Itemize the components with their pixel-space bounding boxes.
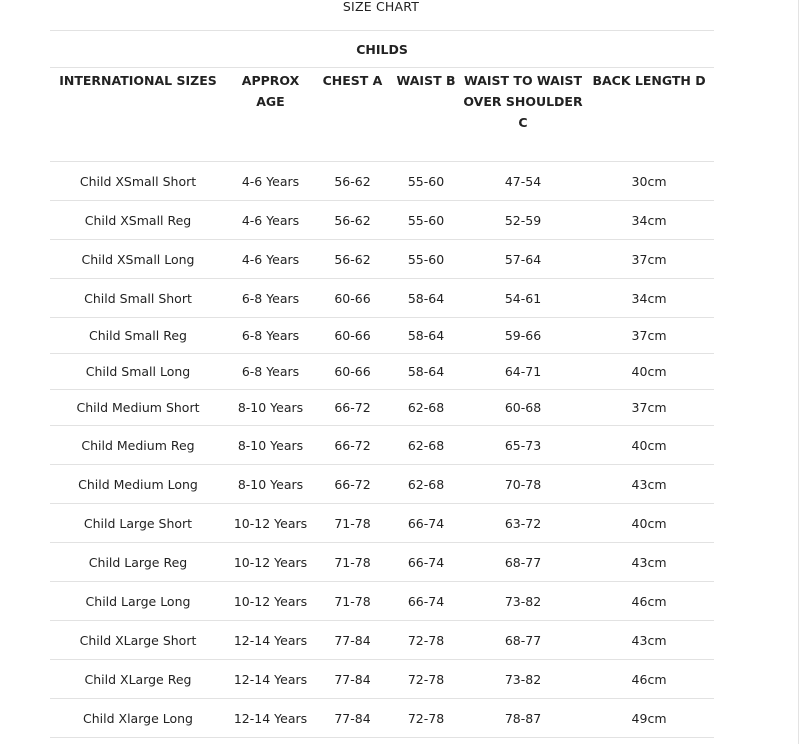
table-row	[50, 543, 714, 582]
cell-back-length: 37cm	[584, 240, 714, 279]
header-international-sizes: INTERNATIONAL SIZES	[50, 68, 226, 162]
table-row	[50, 660, 714, 699]
cell-size: Child XLarge Reg	[50, 660, 226, 699]
cell-size: Child Medium Short	[50, 390, 226, 426]
cell-waist-to-waist: 70-78	[462, 465, 584, 504]
cell-waist-to-waist: 73-82	[462, 582, 584, 621]
cell-back-length: 43cm	[584, 543, 714, 582]
cell-waist-to-waist: 68-77	[462, 543, 584, 582]
cell-waist: 58-64	[390, 354, 462, 390]
cell-age: 8-10 Years	[226, 426, 315, 465]
cell-waist-to-waist: 78-87	[462, 699, 584, 738]
cell-back-length: 46cm	[584, 582, 714, 621]
cell-age: 6-8 Years	[226, 279, 315, 318]
header-back-length: BACK LENGTH D	[584, 68, 714, 162]
header-approx-age: APPROX AGE	[226, 68, 315, 162]
header-waist: WAIST B	[390, 68, 462, 162]
cell-chest: 77-84	[315, 621, 390, 660]
cell-waist: 66-74	[390, 543, 462, 582]
cell-size: Child Small Long	[50, 354, 226, 390]
table-row	[50, 390, 714, 426]
cell-age: 4-6 Years	[226, 240, 315, 279]
cell-size: Child XSmall Short	[50, 162, 226, 201]
cell-back-length: 40cm	[584, 504, 714, 543]
cell-waist: 62-68	[390, 390, 462, 426]
cell-chest: 77-84	[315, 660, 390, 699]
cell-chest: 66-72	[315, 465, 390, 504]
cell-waist: 62-68	[390, 426, 462, 465]
cell-back-length: 34cm	[584, 201, 714, 240]
cell-size: Child Small Reg	[50, 318, 226, 354]
cell-waist-to-waist: 57-64	[462, 240, 584, 279]
table-header-row	[50, 68, 714, 162]
table-row	[50, 699, 714, 738]
cell-waist: 72-78	[390, 660, 462, 699]
table-row	[50, 465, 714, 504]
table-row	[50, 318, 714, 354]
cell-size: Child XSmall Long	[50, 240, 226, 279]
cell-age: 12-14 Years	[226, 660, 315, 699]
cell-age: 8-10 Years	[226, 465, 315, 504]
cell-chest: 66-72	[315, 390, 390, 426]
table-title-row	[50, 31, 714, 68]
header-waist-to-waist: WAIST TO WAIST OVER SHOULDER C	[462, 68, 584, 162]
cell-waist: 72-78	[390, 699, 462, 738]
cell-back-length: 43cm	[584, 465, 714, 504]
cell-age: 10-12 Years	[226, 504, 315, 543]
cell-waist-to-waist: 47-54	[462, 162, 584, 201]
cell-chest: 71-78	[315, 582, 390, 621]
cell-chest: 56-62	[315, 162, 390, 201]
table-row	[50, 354, 714, 390]
cell-waist-to-waist: 52-59	[462, 201, 584, 240]
cell-age: 6-8 Years	[226, 354, 315, 390]
cell-waist: 72-78	[390, 621, 462, 660]
cell-size: Child Large Reg	[50, 543, 226, 582]
cell-waist: 55-60	[390, 201, 462, 240]
cell-age: 12-14 Years	[226, 699, 315, 738]
cell-chest: 77-84	[315, 699, 390, 738]
cell-size: Child Medium Long	[50, 465, 226, 504]
cell-chest: 71-78	[315, 543, 390, 582]
cell-age: 8-10 Years	[226, 390, 315, 426]
cell-chest: 60-66	[315, 354, 390, 390]
cell-back-length: 46cm	[584, 660, 714, 699]
cell-chest: 66-72	[315, 426, 390, 465]
cell-age: 12-14 Years	[226, 621, 315, 660]
cell-size: Child Large Long	[50, 582, 226, 621]
page-right-border	[798, 0, 799, 744]
cell-back-length: 34cm	[584, 279, 714, 318]
table-row	[50, 201, 714, 240]
cell-back-length: 43cm	[584, 621, 714, 660]
table-row	[50, 582, 714, 621]
cell-waist: 66-74	[390, 582, 462, 621]
cell-waist-to-waist: 73-82	[462, 660, 584, 699]
table-row	[50, 240, 714, 279]
cell-back-length: 40cm	[584, 354, 714, 390]
size-chart-table	[50, 30, 714, 738]
cell-back-length: 49cm	[584, 699, 714, 738]
cell-back-length: 37cm	[584, 318, 714, 354]
cell-waist-to-waist: 54-61	[462, 279, 584, 318]
cell-waist: 58-64	[390, 318, 462, 354]
cell-age: 4-6 Years	[226, 201, 315, 240]
cell-waist-to-waist: 60-68	[462, 390, 584, 426]
table-row	[50, 162, 714, 201]
header-chest: CHEST A	[315, 68, 390, 162]
cell-waist-to-waist: 68-77	[462, 621, 584, 660]
cell-age: 10-12 Years	[226, 543, 315, 582]
cell-waist-to-waist: 64-71	[462, 354, 584, 390]
cell-waist: 55-60	[390, 162, 462, 201]
table-row	[50, 504, 714, 543]
cell-waist: 66-74	[390, 504, 462, 543]
cell-size: Child Medium Reg	[50, 426, 226, 465]
cell-chest: 60-66	[315, 318, 390, 354]
cell-waist: 62-68	[390, 465, 462, 504]
table-row	[50, 279, 714, 318]
cell-chest: 56-62	[315, 240, 390, 279]
cell-size: Child Xlarge Long	[50, 699, 226, 738]
cell-waist-to-waist: 65-73	[462, 426, 584, 465]
section-title: CHILDS	[50, 31, 714, 68]
cell-chest: 56-62	[315, 201, 390, 240]
cell-waist-to-waist: 63-72	[462, 504, 584, 543]
cell-chest: 71-78	[315, 504, 390, 543]
cell-size: Child XLarge Short	[50, 621, 226, 660]
cell-waist: 55-60	[390, 240, 462, 279]
table-row	[50, 621, 714, 660]
cell-waist-to-waist: 59-66	[462, 318, 584, 354]
cell-age: 6-8 Years	[226, 318, 315, 354]
cell-waist: 58-64	[390, 279, 462, 318]
cell-age: 4-6 Years	[226, 162, 315, 201]
cell-back-length: 37cm	[584, 390, 714, 426]
cell-chest: 60-66	[315, 279, 390, 318]
cell-back-length: 30cm	[584, 162, 714, 201]
table-row	[50, 426, 714, 465]
cell-size: Child XSmall Reg	[50, 201, 226, 240]
cell-back-length: 40cm	[584, 426, 714, 465]
cell-size: Child Large Short	[50, 504, 226, 543]
cell-size: Child Small Short	[50, 279, 226, 318]
page-title: SIZE CHART	[342, 0, 420, 14]
cell-age: 10-12 Years	[226, 582, 315, 621]
